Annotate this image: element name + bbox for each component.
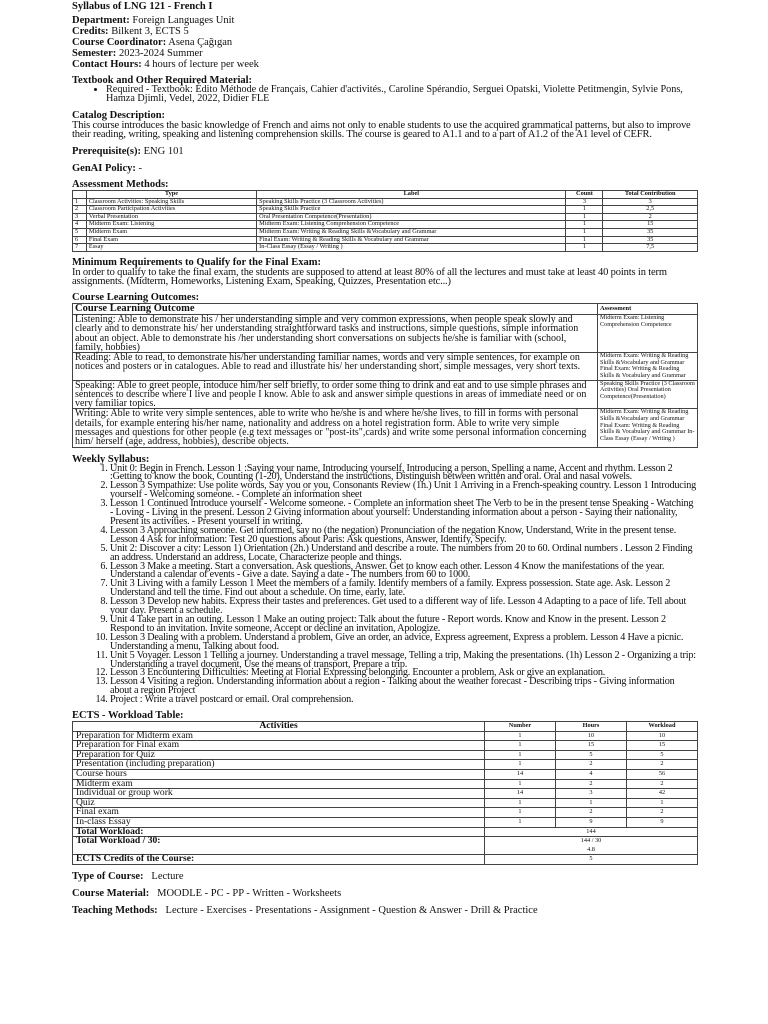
department-line: Department: Foreign Languages Unit — [72, 15, 235, 26]
weekly-item: 5. Unit 2: Discover a city: Lesson 1) Orientation (2h.) Understand and describe a route. The numbers from 20 to 60. Ordinal numbers . Lesson 2 Finding an address. Understand an address, Locate, Characterize people and things. — [110, 545, 698, 563]
ects-row — [73, 741, 698, 751]
assessment-cell: 6 — [73, 236, 87, 244]
assessment-cell: 3 — [603, 198, 698, 206]
assessment-cell: Final Exam: Writing & Reading Skills & Vocabulary and Grammar — [257, 236, 566, 244]
assessment-cell: 4 — [73, 221, 87, 229]
assessment-cell: 35 — [603, 228, 698, 236]
ects-column-header: Workload — [627, 722, 698, 732]
assessment-cell: 1 — [566, 213, 603, 221]
weekly-item: 3. Lesson 1 Continued Introduce yourself - Welcome someone. - Complete an information sheet The Verb to be in the present tense Speaking - Watching - Loving - Living in the present. Lesson 2 Giving information about yourself: Understanding information about a person - Saying their nationality, Present its activities. - Present yourself in writing. — [110, 500, 698, 527]
weekly-item: 6. Lesson 3 Make a meeting. Start a conversation. Ask questions, Answer. Get to know each other. Lesson 4 Know the manifestations of the year. Understand a calendar of events - Give a date. Saying a date - The numbers from 60 to 1000. — [110, 563, 698, 581]
textbook-item: • Required - Textbook: Édito Méthode de Français, Cahier d'activités., Caroline Spérandio, Serguei Opatski, Violette Petitmengin, Sylvie Pons, Hamza Djimli, Vedel, 2022, Didier FLE — [106, 86, 698, 104]
assessment-column-header — [73, 191, 87, 199]
ects-cell: 1 — [485, 731, 556, 741]
outcome-row — [73, 314, 698, 352]
ects-cell: 2 — [627, 760, 698, 770]
assessment-cell: 7,5 — [603, 244, 698, 252]
ects-table — [72, 721, 698, 865]
assessment-cell: Oral Presentation Competence(Presentation) — [257, 213, 566, 221]
textbook-list — [72, 86, 698, 104]
weekly-item: 12. Lesson 3 Encountering Difficulties: Meeting at Florial Expressing belonging. Encounter a problem, Ask or give an explanation. — [110, 669, 698, 678]
assessment-cell: Midterm Exam: Writing & Reading Skills &Vocabulary and Grammar — [257, 228, 566, 236]
outcome-assessment-cell: Speaking Skills Practice (3 Classroom Activities) Oral Presentation Competence(Presentation) — [598, 380, 698, 409]
ects-cell: 1 — [485, 817, 556, 827]
ects-cell: Individual or group work — [73, 789, 485, 799]
ects-cell: 1 — [556, 798, 627, 808]
ects-heading: ECTS - Workload Table: — [72, 710, 184, 722]
assessment-heading: Assessment Methods: — [72, 179, 169, 190]
assessment-cell: 3 — [566, 198, 603, 206]
prerequisite-line: Prerequisite(s): ENG 101 — [72, 146, 184, 157]
total-workload-row — [73, 827, 698, 837]
ects-cell: 1 — [485, 808, 556, 818]
assessment-cell: 2 — [603, 213, 698, 221]
ects-row — [73, 789, 698, 799]
contact-hours-line: Contact Hours: 4 hours of lecture per week — [72, 59, 259, 70]
ects-row — [73, 770, 698, 780]
assessment-cell: 15 — [603, 221, 698, 229]
teaching-methods-line: Teaching Methods: Lecture - Exercises - Presentations - Assignment - Question & Answer - Drill & Practice — [72, 904, 538, 916]
weekly-item: 9. Unit 4 Take part in an outing. Lesson 1 Make an outing project: Talk about the future - Report words. Know and Know in the present. Lesson 2 Respond to an invitation. Invite someone, Accept or decline an invitation, Apologize. — [110, 616, 698, 634]
ects-column-header: Number — [485, 722, 556, 732]
assessment-cell: 35 — [603, 236, 698, 244]
total-workload-30-row — [73, 837, 698, 855]
ects-cell: 15 — [556, 741, 627, 751]
ects-cell: Final exam — [73, 808, 485, 818]
outcome-cell: Listening: Able to demonstrate his / her understanding simple and very common expressions, when people speak slowly and clearly and to demonstrate his/ her understanding straightforward tasks and instructions, simple questions, simple information about an object. Able to demonstrate his /her understanding short conversations on subjects he/she is familiar with (school, family, hobbies) — [73, 314, 598, 352]
ects-cell: Preparation for Final exam — [73, 741, 485, 751]
assessment-column-header: Total Contribution — [603, 191, 698, 199]
ects-cell: 2 — [556, 760, 627, 770]
ects-cell: 42 — [627, 789, 698, 799]
outcome-row — [73, 380, 698, 409]
ects-cell: 1 — [485, 741, 556, 751]
ects-row — [73, 808, 698, 818]
course-type-line: Type of Course: Lecture — [72, 870, 184, 882]
ects-credits-value: 5 — [485, 855, 698, 865]
assessment-cell: Speaking Skills Practice (3 Classroom Activities) — [257, 198, 566, 206]
semester-line: Semester: 2023-2024 Summer — [72, 48, 203, 59]
assessment-cell: 1 — [566, 244, 603, 252]
catalog-heading: Catalog Description: — [72, 109, 166, 121]
ects-row — [73, 798, 698, 808]
ects-cell: 56 — [627, 770, 698, 780]
ects-credits-row — [73, 855, 698, 865]
total-workload-30-value: 144 / 30 4.8 — [485, 837, 698, 855]
ects-cell: 1 — [627, 798, 698, 808]
ects-column-header: Activities — [73, 722, 485, 732]
ects-cell: 14 — [485, 770, 556, 780]
weekly-heading: Weekly Syllabus: — [72, 453, 150, 465]
ects-cell: Presentation (including preparation) — [73, 760, 485, 770]
ects-cell: 2 — [627, 779, 698, 789]
ects-cell: 3 — [556, 789, 627, 799]
assessment-column-header: Type — [86, 191, 256, 199]
assessment-cell: 3 — [73, 213, 87, 221]
outcome-cell: Writing: Able to write very simple sentences, able to write who he/she is and where he/she lives, to fill in forms with personal details, for example entering his/her name, nationality and address on a hotel registration form. Able to write very simple messages and questions for other people (e.g text messages or "post-its",cards) and write some personal information concerning him/ herself (age, address, hobbies), describe objects. — [73, 409, 598, 447]
ects-column-header: Hours — [556, 722, 627, 732]
weekly-item: 14. Project : Write a travel postcard or email. Oral comprehension. — [110, 696, 698, 705]
assessment-cell: 1 — [566, 236, 603, 244]
assessment-row — [73, 206, 698, 214]
outcomes-heading: Course Learning Outcomes: — [72, 291, 200, 303]
outcomes-table — [72, 303, 698, 448]
ects-cell: Course hours — [73, 770, 485, 780]
outcome-cell: Speaking: Able to greet people, intoduce him/her self briefly, to order some thing to drink and eat and to use simple phrases and sentences to describe where I live and people I know. Able to ask and answer simple questions in areas of immediate need or on very familiar topics. — [73, 380, 598, 409]
assessment-cell: 2 — [73, 206, 87, 214]
weekly-item: 11. Unit 5 Voyager. Lesson 1 Telling a journey. Understanding a travel message, Telling a trip, Making the presentations. (1h) Lesson 2 - Organizing a trip: Understanding a travel document, Use the means of transport, Prepare a trip. — [110, 652, 698, 670]
weekly-item: 10. Lesson 3 Dealing with a problem. Understand a problem, Give an order, an advice, Express agreement, Express a problem. Lesson 4 Have a picnic. Understanding a menu, Talking about food. — [110, 634, 698, 652]
assessment-cell: Speaking Skills Practice — [257, 206, 566, 214]
ects-row — [73, 760, 698, 770]
weekly-item: 1. Unit 0: Begin in French. Lesson 1 :Saying your name, Introducing yourself, Introducing a person, Spelling a name, Accent and rhythm. Lesson 2 :Getting to know the book, Counting (1-20), Understand the instructions, Distinguish between written and oral. Oral and nasal vowels. — [110, 465, 698, 483]
minimum-requirements-text: In order to qualify to take the final exam, the students are supposed to attend at least 80% of all the lectures and must take at least 40 points in term assignments. (Midterm, Homeworks, Listening Exam, Speaking, Quizzes, Presentation etc...) — [72, 266, 667, 288]
ects-cell: 5 — [627, 750, 698, 760]
assessment-header-row — [73, 191, 698, 199]
outcome-assessment-cell: Midterm Exam: Writing & Reading Skills &Vocabulary and Grammar Final Exam: Writing & Reading Skills & Vocabulary and Grammar — [598, 353, 698, 380]
ects-cell: 1 — [485, 779, 556, 789]
ects-cell: Midterm exam — [73, 779, 485, 789]
assessment-column-header: Label — [257, 191, 566, 199]
ects-cell: 14 — [485, 789, 556, 799]
ects-cell: Preparation for Quiz — [73, 750, 485, 760]
ects-cell: 2 — [627, 808, 698, 818]
syllabus-document — [72, 0, 698, 916]
assessment-cell: 1 — [566, 206, 603, 214]
outcome-assessment-cell: Midterm Exam: Writing & Reading Skills &Vocabulary and Grammar Final Exam: Writing & Reading Skills & Vocabulary and Grammar In-Class Essay (Essay / Writing ) — [598, 409, 698, 447]
assessment-cell: Midterm Exam: Listening Comprehension Competence — [257, 221, 566, 229]
assessment-cell: 2,5 — [603, 206, 698, 214]
ects-cell: 10 — [627, 731, 698, 741]
assessment-cell: 5 — [73, 228, 87, 236]
outcome-cell: Reading: Able to read, to demonstrate his/her understanding familiar names, words and very simple sentences, for example on notices and posters or in catalogues. Able to read and illustrate his/ her understanding short, simple messages, very short texts. — [73, 353, 598, 380]
credits-line: Credits: Bilkent 3, ECTS 5 — [72, 26, 189, 37]
weekly-item: 8. Lesson 3 Develop new habits. Express their tastes and preferences. Get used to a different way of life. Lesson 4 Adapting to a pace of life. Tell about your day. Present a schedule. — [110, 598, 698, 616]
assessment-cell: Classroom Activities: Speaking Skills — [86, 198, 256, 206]
assessment-cell: In-Class Essay (Essay / Writing ) — [257, 244, 566, 252]
outcome-row — [73, 409, 698, 447]
ects-cell: 1 — [485, 750, 556, 760]
assessment-row — [73, 228, 698, 236]
ects-cell: Quiz — [73, 798, 485, 808]
weekly-item: 2. Lesson 3 Sympathize: Use polite words, Say you or you, Consonants Review (1h.) Unit 1 Arriving in a French-speaking country. Lesson 1 Introducing yourself - Welcoming someone. - Complete an information sheet — [110, 482, 698, 500]
document-title: Syllabus of LNG 121 - French I — [72, 1, 213, 12]
ects-cell: 10 — [556, 731, 627, 741]
outcome-assessment-cell: Midterm Exam: Listening Comprehension Competence — [598, 314, 698, 352]
assessment-column-header: Assessment — [598, 303, 698, 314]
ects-row — [73, 817, 698, 827]
assessment-cell: 1 — [73, 198, 87, 206]
ects-cell: 5 — [556, 750, 627, 760]
ects-credits-label: ECTS Credits of the Course: — [73, 855, 485, 865]
total-workload-label: Total Workload: — [73, 827, 485, 837]
assessment-cell: Final Exam — [86, 236, 256, 244]
textbook-heading: Textbook and Other Required Material: — [72, 75, 253, 86]
ects-cell: Preparation for Midterm exam — [73, 731, 485, 741]
ects-cell: 9 — [556, 817, 627, 827]
weekly-item: 7. Unit 3 Living with a family Lesson 1 Meet the members of a family. Identify members of a family. Express possession. State age. Ask. Lesson 2 Understand and tell the time. Find out about a schedule. On time, early, late. — [110, 580, 698, 598]
ects-cell: 4 — [556, 770, 627, 780]
ects-cell: 9 — [627, 817, 698, 827]
course-material-line: Course Material: MOODLE - PC - PP - Written - Worksheets — [72, 887, 342, 899]
assessment-cell: 7 — [73, 244, 87, 252]
ects-cell: 2 — [556, 779, 627, 789]
total-workload-30-label: Total Workload / 30: — [73, 837, 485, 855]
ects-cell: 1 — [485, 798, 556, 808]
total-workload-value: 144 — [485, 827, 698, 837]
catalog-text: This course introduces the basic knowledge of French and aims not only to enable students to use the acquired grammatical patterns, but also to improve their reading, writing, speaking and listening comprehension skills. The course is geared to A1.1 and to a part of A1.2 of the A1 level of CEFR. — [72, 119, 691, 141]
ects-cell: 1 — [485, 760, 556, 770]
ects-cell: 15 — [627, 741, 698, 751]
minimum-requirements-heading: Minimum Requirements to Qualify for the Final Exam: — [72, 256, 321, 268]
assessment-cell: Classroom Participation Activities — [86, 206, 256, 214]
weekly-item: 4. Lesson 3 Approaching someone. Get informed, say no (the negation) Pronunciation of the negation Know, Understand, Write in the present tense. Lesson 4 Ask for information: Test 20 questions about Paris: Ask questions, Answer, Identify, Specify. — [110, 527, 698, 545]
weekly-item: 13. Lesson 4 Visiting a region. Understanding information about a region - Talking about the weather forecast - Describing trips - Giving information about a region Project — [110, 678, 698, 696]
assessment-table — [72, 190, 698, 252]
weekly-list — [72, 462, 698, 706]
assessment-cell: 1 — [566, 221, 603, 229]
coordinator-line: Course Coordinator: Asena Çağıgan — [72, 37, 233, 48]
assessment-row — [73, 244, 698, 252]
assessment-cell: Verbal Presentation — [86, 213, 256, 221]
outcome-row — [73, 353, 698, 380]
assessment-cell: Essay — [86, 244, 256, 252]
assessment-cell: Midterm Exam: Listening — [86, 221, 256, 229]
ects-cell: In-class Essay — [73, 817, 485, 827]
outcomes-header-row — [73, 303, 698, 314]
assessment-column-header: Count — [566, 191, 603, 199]
assessment-cell: 1 — [566, 228, 603, 236]
outcome-column-header: Course Learning Outcome — [73, 303, 598, 314]
genai-policy-line: GenAI Policy: - — [72, 163, 142, 174]
assessment-cell: Midterm Exam — [86, 228, 256, 236]
assessment-row — [73, 236, 698, 244]
ects-cell: 2 — [556, 808, 627, 818]
